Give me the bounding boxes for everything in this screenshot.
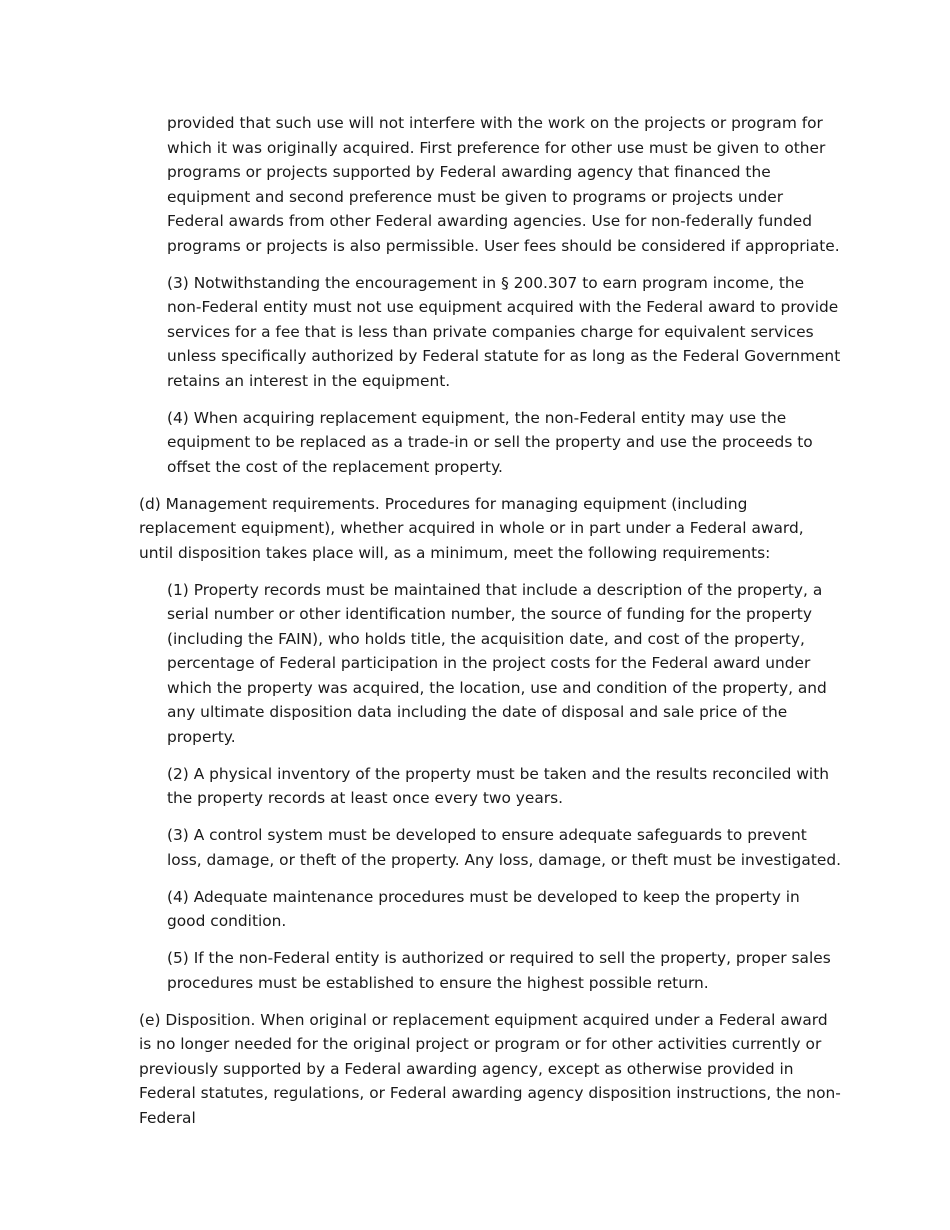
paragraph-d5-sales-procedures: (5) If the non-Federal entity is authorized or required to sell the property, proper sales procedures must be established to ensure the highest possible return. <box>167 949 831 992</box>
paragraph-d2-physical-inventory: (2) A physical inventory of the property must be taken and the results reconciled with the property records at least once every two years. <box>167 764 829 807</box>
paragraph-equipment-use-continued: provided that such use will not interfere with the work on the projects or program for which it was originally acquired. First preference for other use must be given to other programs or projects supported by Federal awarding agency that financed the equipment and second preference must be given to programs or projects under Federal awards from other Federal awarding agencies. Use for non-federally funded programs or projects is also permissible. User fees should be considered if appropriate. <box>167 114 840 255</box>
paragraph-d4-maintenance: (4) Adequate maintenance procedures must be developed to keep the property in good condition. <box>167 887 800 930</box>
document-body <box>139 111 841 1143</box>
paragraph-d1-property-records: (1) Property records must be maintained that include a description of the property, a serial number or other identification number, the source of funding for the property (including the FAIN), who holds title, the acquisition date, and cost of the property, percentage of Federal participation in the project costs for the Federal award under which the property was acquired, the location, use and condition of the property, and any ultimate disposition data including the date of disposal and sale price of the property. <box>167 580 827 746</box>
paragraph-c3-fee-services: (3) Notwithstanding the encouragement in § 200.307 to earn program income, the non-Federal entity must not use equipment acquired with the Federal award to provide services for a fee that is less than private companies charge for equivalent services unless specifically authorized by Federal statute for as long as the Federal Government retains an interest in the equipment. <box>167 273 841 390</box>
paragraph-d-management-requirements: (d) Management requirements. Procedures for managing equipment (including replacement equipment), whether acquired in whole or in part under a Federal award, until disposition takes place will, as a minimum, meet the following requirements: <box>139 494 804 562</box>
paragraph-c4-replacement-equipment: (4) When acquiring replacement equipment, the non-Federal entity may use the equipment to be replaced as a trade-in or sell the property and use the proceeds to offset the cost of the replacement property. <box>167 408 813 476</box>
paragraph-e-disposition: (e) Disposition. When original or replacement equipment acquired under a Federal award is no longer needed for the original project or program or for other activities currently or previously supported by a Federal awarding agency, except as otherwise provided in Federal statutes, regulations, or Federal awarding agency disposition instructions, the non-Federal <box>139 1010 841 1127</box>
paragraph-d3-control-system: (3) A control system must be developed to ensure adequate safeguards to prevent loss, damage, or theft of the property. Any loss, damage, or theft must be investigated. <box>167 826 842 869</box>
